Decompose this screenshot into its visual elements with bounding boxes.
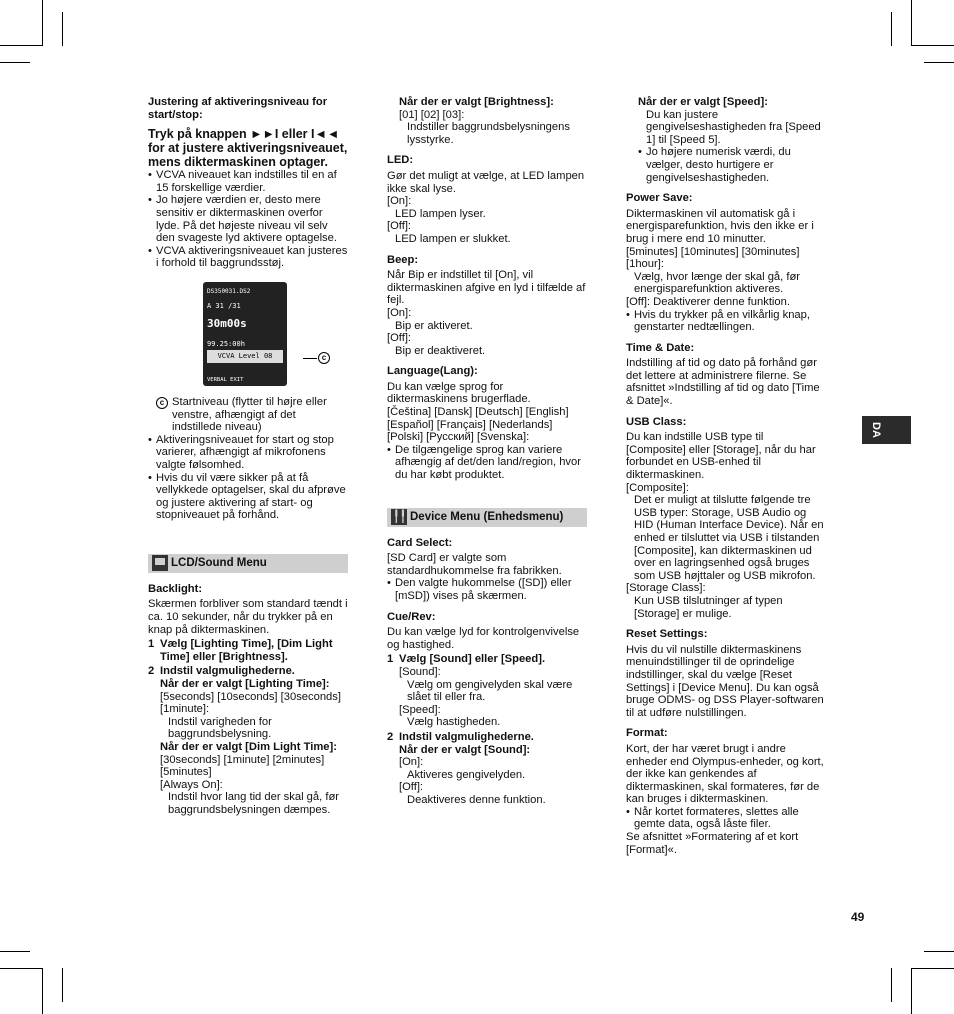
crop-mark: [0, 968, 42, 969]
section-band-device-menu: ╿╿ Device Menu (Enhedsmenu): [387, 508, 587, 527]
bullet-list: [387, 444, 587, 482]
language-options: [Čeština] [Dansk] [Deutsch] [English] [Español] [Français] [Nederlands] [Polski] [Русский] [Svenska]:: [387, 406, 569, 444]
crop-mark: [891, 12, 892, 46]
crop-mark: [911, 0, 912, 46]
option-text: Indstil hvor lang tid der skal gå, før baggrundsbelysningen dæmpes.: [168, 791, 339, 816]
step-2: 2 Indstil valgmulighederne.: [148, 665, 295, 678]
screen-remaining: 99.25:00h: [207, 339, 245, 348]
bullet-list: [626, 309, 826, 334]
option-text: Deaktiveres denne funktion.: [407, 793, 546, 806]
language-tab: DA: [862, 416, 911, 444]
screen-file-name: DS350031.DS2: [207, 287, 251, 295]
bullet-list: [626, 806, 826, 831]
tools-icon: [391, 509, 407, 525]
option-text: Bip er aktiveret.: [395, 319, 473, 332]
step-2: 2 Indstil valgmulighederne.: [387, 730, 534, 743]
screen-file-count: A 31 /31: [207, 301, 241, 310]
beep-text: Når Bip er indstillet til [On], vil diktermaskinen afgive en lyd i tilfælde af fejl.: [387, 269, 586, 307]
option-text: LED lampen lyser.: [395, 207, 486, 220]
usb-class-heading: USB Class:: [626, 415, 687, 428]
crop-mark: [42, 0, 43, 46]
option-list: [01] [02] [03]:: [399, 108, 465, 121]
sub-heading: Når der er valgt [Brightness]:: [399, 96, 554, 108]
sub-heading: Når der er valgt [Lighting Time]:: [160, 678, 330, 691]
callout-marker: c: [156, 397, 168, 409]
bullet-list: [148, 434, 348, 522]
sub-heading: Når der er valgt [Dim Light Time]:: [160, 741, 337, 753]
option-text: Du kan justere gengivelseshastigheden fra [Speed 1] til [Speed 5].: [646, 108, 821, 146]
option: [Off]:: [399, 781, 424, 794]
language-text: Du kan vælge sprog for diktermaskinens brugerflade.: [387, 380, 531, 406]
crop-mark: [911, 968, 912, 1014]
backlight-text: Skærmen forbliver som standard tændt i ca. 10 sekunder, når du trykker på en knap på diktermaskinen.: [148, 598, 348, 636]
option-text: Vælg, hvor længe der skal gå, før energisparefunktion aktiveres.: [634, 270, 801, 296]
sub-heading: Når der er valgt [Sound]:: [399, 743, 531, 756]
option-text: Bip er deaktiveret.: [395, 344, 486, 357]
cue-rev-text: Du kan vælge lyd for kontrolgenvivelse og hastighed.: [387, 626, 580, 651]
beep-heading: Beep:: [387, 253, 419, 266]
option-list: [Always On]:: [160, 778, 223, 791]
callout-description: c Startniveau (flytter til højre eller venstre, afhængigt af det indstillede niveau): [148, 396, 348, 434]
option-text: Indstil varigheden for baggrundsbelysning.: [168, 715, 272, 741]
crop-mark: [62, 12, 63, 46]
language-heading: Language(Lang):: [387, 365, 478, 378]
option-text: LED lampen er slukket.: [395, 232, 511, 245]
option-text: Kun USB tilslutninger af typen [Storage] er mulige.: [634, 594, 783, 620]
led-heading: LED:: [387, 154, 414, 167]
option: [Composite]:: [626, 481, 689, 494]
screen-vcva-level: VCVA Level 08: [207, 350, 283, 363]
list-item: • VCVA aktiveringsniveauet kan justeres i forhold til baggrundsstøj.: [148, 245, 348, 270]
crop-mark: [924, 951, 954, 952]
list-item: • Hvis du vil være sikker på at få vellykkede optagelser, skal du afprøve og justere aktivering af start- og stopniveauet på forhånd.: [148, 472, 348, 522]
option-list: [30seconds] [1minute] [2minutes] [5minutes]: [160, 753, 325, 779]
list-item: • Hvis du trykker på en vilkårlig knap, genstarter nedtællingen.: [626, 309, 826, 334]
reset-settings-heading: Reset Settings:: [626, 628, 708, 641]
list-item: • De tilgængelige sprog kan variere afhængig af det/den land/region, hvor du har købt produktet.: [387, 444, 587, 482]
device-screen-illustration: [203, 282, 327, 386]
bullet-list: [387, 577, 587, 602]
sub-heading: Når der er valgt [Speed]:: [638, 96, 768, 108]
list-item: • VCVA niveauet kan indstilles til en af 15 forskellige værdier.: [148, 169, 348, 194]
option: [On]:: [387, 195, 412, 208]
option-text: Vælg om gengivelyden skal være slået til eller fra.: [407, 678, 573, 704]
option-text: Aktiveres gengivelyden.: [407, 768, 526, 781]
crop-mark: [912, 45, 954, 46]
backlight-heading: Backlight:: [148, 582, 203, 595]
column-3: [626, 96, 826, 856]
screen-time: 30m00s: [207, 316, 247, 330]
option-text: Indstiller baggrundsbelysningens lysstyrke.: [407, 121, 570, 146]
section-band-lcd-sound: LCD/Sound Menu: [148, 554, 348, 573]
format-heading: Format:: [626, 727, 668, 740]
bullet-list: [626, 146, 826, 184]
option-text: Vælg hastigheden.: [407, 716, 501, 729]
column-2: [387, 96, 587, 807]
crop-mark: [891, 968, 892, 1002]
list-item: • Aktiveringsniveauet for start og stop varierer, afhængigt af mikrofonens valgte følsomhed.: [148, 434, 348, 472]
option: [Sound]:: [399, 665, 441, 678]
crop-mark: [0, 45, 42, 46]
option-list: [5minutes] [10minutes] [30minutes] [1hour]:: [626, 245, 800, 271]
option: [On]:: [399, 756, 424, 769]
monitor-icon: [152, 555, 168, 571]
time-date-text: Indstilling af tid og dato på forhånd gør det lettere at administrere filerne. Se afsnittet »Indstilling af tid og dato [Time & Date]«.: [626, 357, 820, 408]
time-date-heading: Time & Date:: [626, 341, 695, 354]
option: [On]:: [387, 306, 412, 319]
column-1: [148, 96, 348, 817]
option-list: [5seconds] [10seconds] [30seconds] [1minute]:: [160, 690, 341, 716]
step-1: 1 Vælg [Lighting Time], [Dim Light Time] eller [Brightness].: [148, 638, 333, 663]
list-item: • Jo højere numerisk værdi, du vælger, desto hurtigere er gengivelseshastigheden.: [638, 146, 826, 184]
list-item: • Når kortet formateres, slettes alle gemte data, også låste filer.: [626, 806, 826, 831]
callout-marker: c: [318, 352, 330, 364]
callout-line: [303, 358, 317, 359]
reset-settings-text: Hvis du vil nulstille diktermaskinens menuindstillinger til de oprindelige indstillinger, skal du vælge [Reset Settings] i [Device Menu]. Du kan også bruge ODMS- og DSS Player-softwaren til at udføre nulstillingen.: [626, 643, 824, 719]
list-item: • Jo højere værdien er, desto mere sensitiv er diktermaskinen overfor lyde. På det højeste niveau vil selv den svageste lyd aktivere optagelse.: [148, 194, 348, 244]
power-save-text: Diktermaskinen vil automatisk gå i energisparefunktion, hvis den ikke er i brug i mere end 10 minutter.: [626, 207, 814, 245]
option: [Off]:: [387, 332, 412, 345]
card-select-text: [SD Card] er valgte som standardhukommelse fra fabrikken.: [387, 552, 562, 577]
card-select-heading: Card Select:: [387, 536, 453, 549]
crop-mark: [62, 968, 63, 1002]
option: [Off]: Deaktiverer denne funktion.: [626, 295, 790, 308]
crop-mark: [0, 62, 30, 63]
option-text: Det er muligt at tilslutte følgende tre USB typer: Storage, USB Audio og HID (Human Interface Device). Når en enhed er tilsluttet via USB i tilstanden [Composite], kan diktermaskinen ud over en lagringsenhed også bruges som USB højttaler og USB mikrofon.: [634, 494, 824, 582]
usb-class-text: Du kan indstille USB type til [Composite] eller [Storage], når du har forbundet en USB-enhed til diktermaskinen.: [626, 431, 816, 482]
format-see-also: Se afsnittet »Formatering af et kort [Format]«.: [626, 831, 799, 856]
screen-softkeys: VERBAL EXIT: [207, 376, 244, 383]
crop-mark: [0, 951, 30, 952]
page-number: 49: [851, 910, 865, 924]
option: [Speed]:: [399, 703, 441, 716]
format-text: Kort, der har været brugt i andre enheder end Olympus-enheder, og kort, der ikke kan genkendes af diktermaskinen, skal formateres, før de kan bruges i diktermaskinen.: [626, 742, 824, 806]
led-text: Gør det muligt at vælge, at LED lampen ikke skal lyse.: [387, 169, 585, 195]
bullet-list: [148, 169, 348, 270]
option: [Storage Class]:: [626, 582, 706, 595]
list-item: • Den valgte hukommelse ([SD]) eller [mSD]) vises på skærmen.: [387, 577, 587, 602]
instruction-heading: Tryk på knappen ►►I eller I◄◄ for at justere aktiveringsniveauet, mens diktermaskinen optager.: [148, 127, 348, 170]
crop-mark: [42, 968, 43, 1014]
crop-mark: [912, 968, 954, 969]
cue-rev-heading: Cue/Rev:: [387, 610, 436, 623]
step-1: 1 Vælg [Sound] eller [Speed].: [387, 653, 546, 666]
power-save-heading: Power Save:: [626, 192, 693, 205]
option: [Off]:: [387, 220, 412, 233]
crop-mark: [924, 62, 954, 63]
heading-activation-level: Justering af aktiveringsniveau for start/stop:: [148, 96, 328, 121]
